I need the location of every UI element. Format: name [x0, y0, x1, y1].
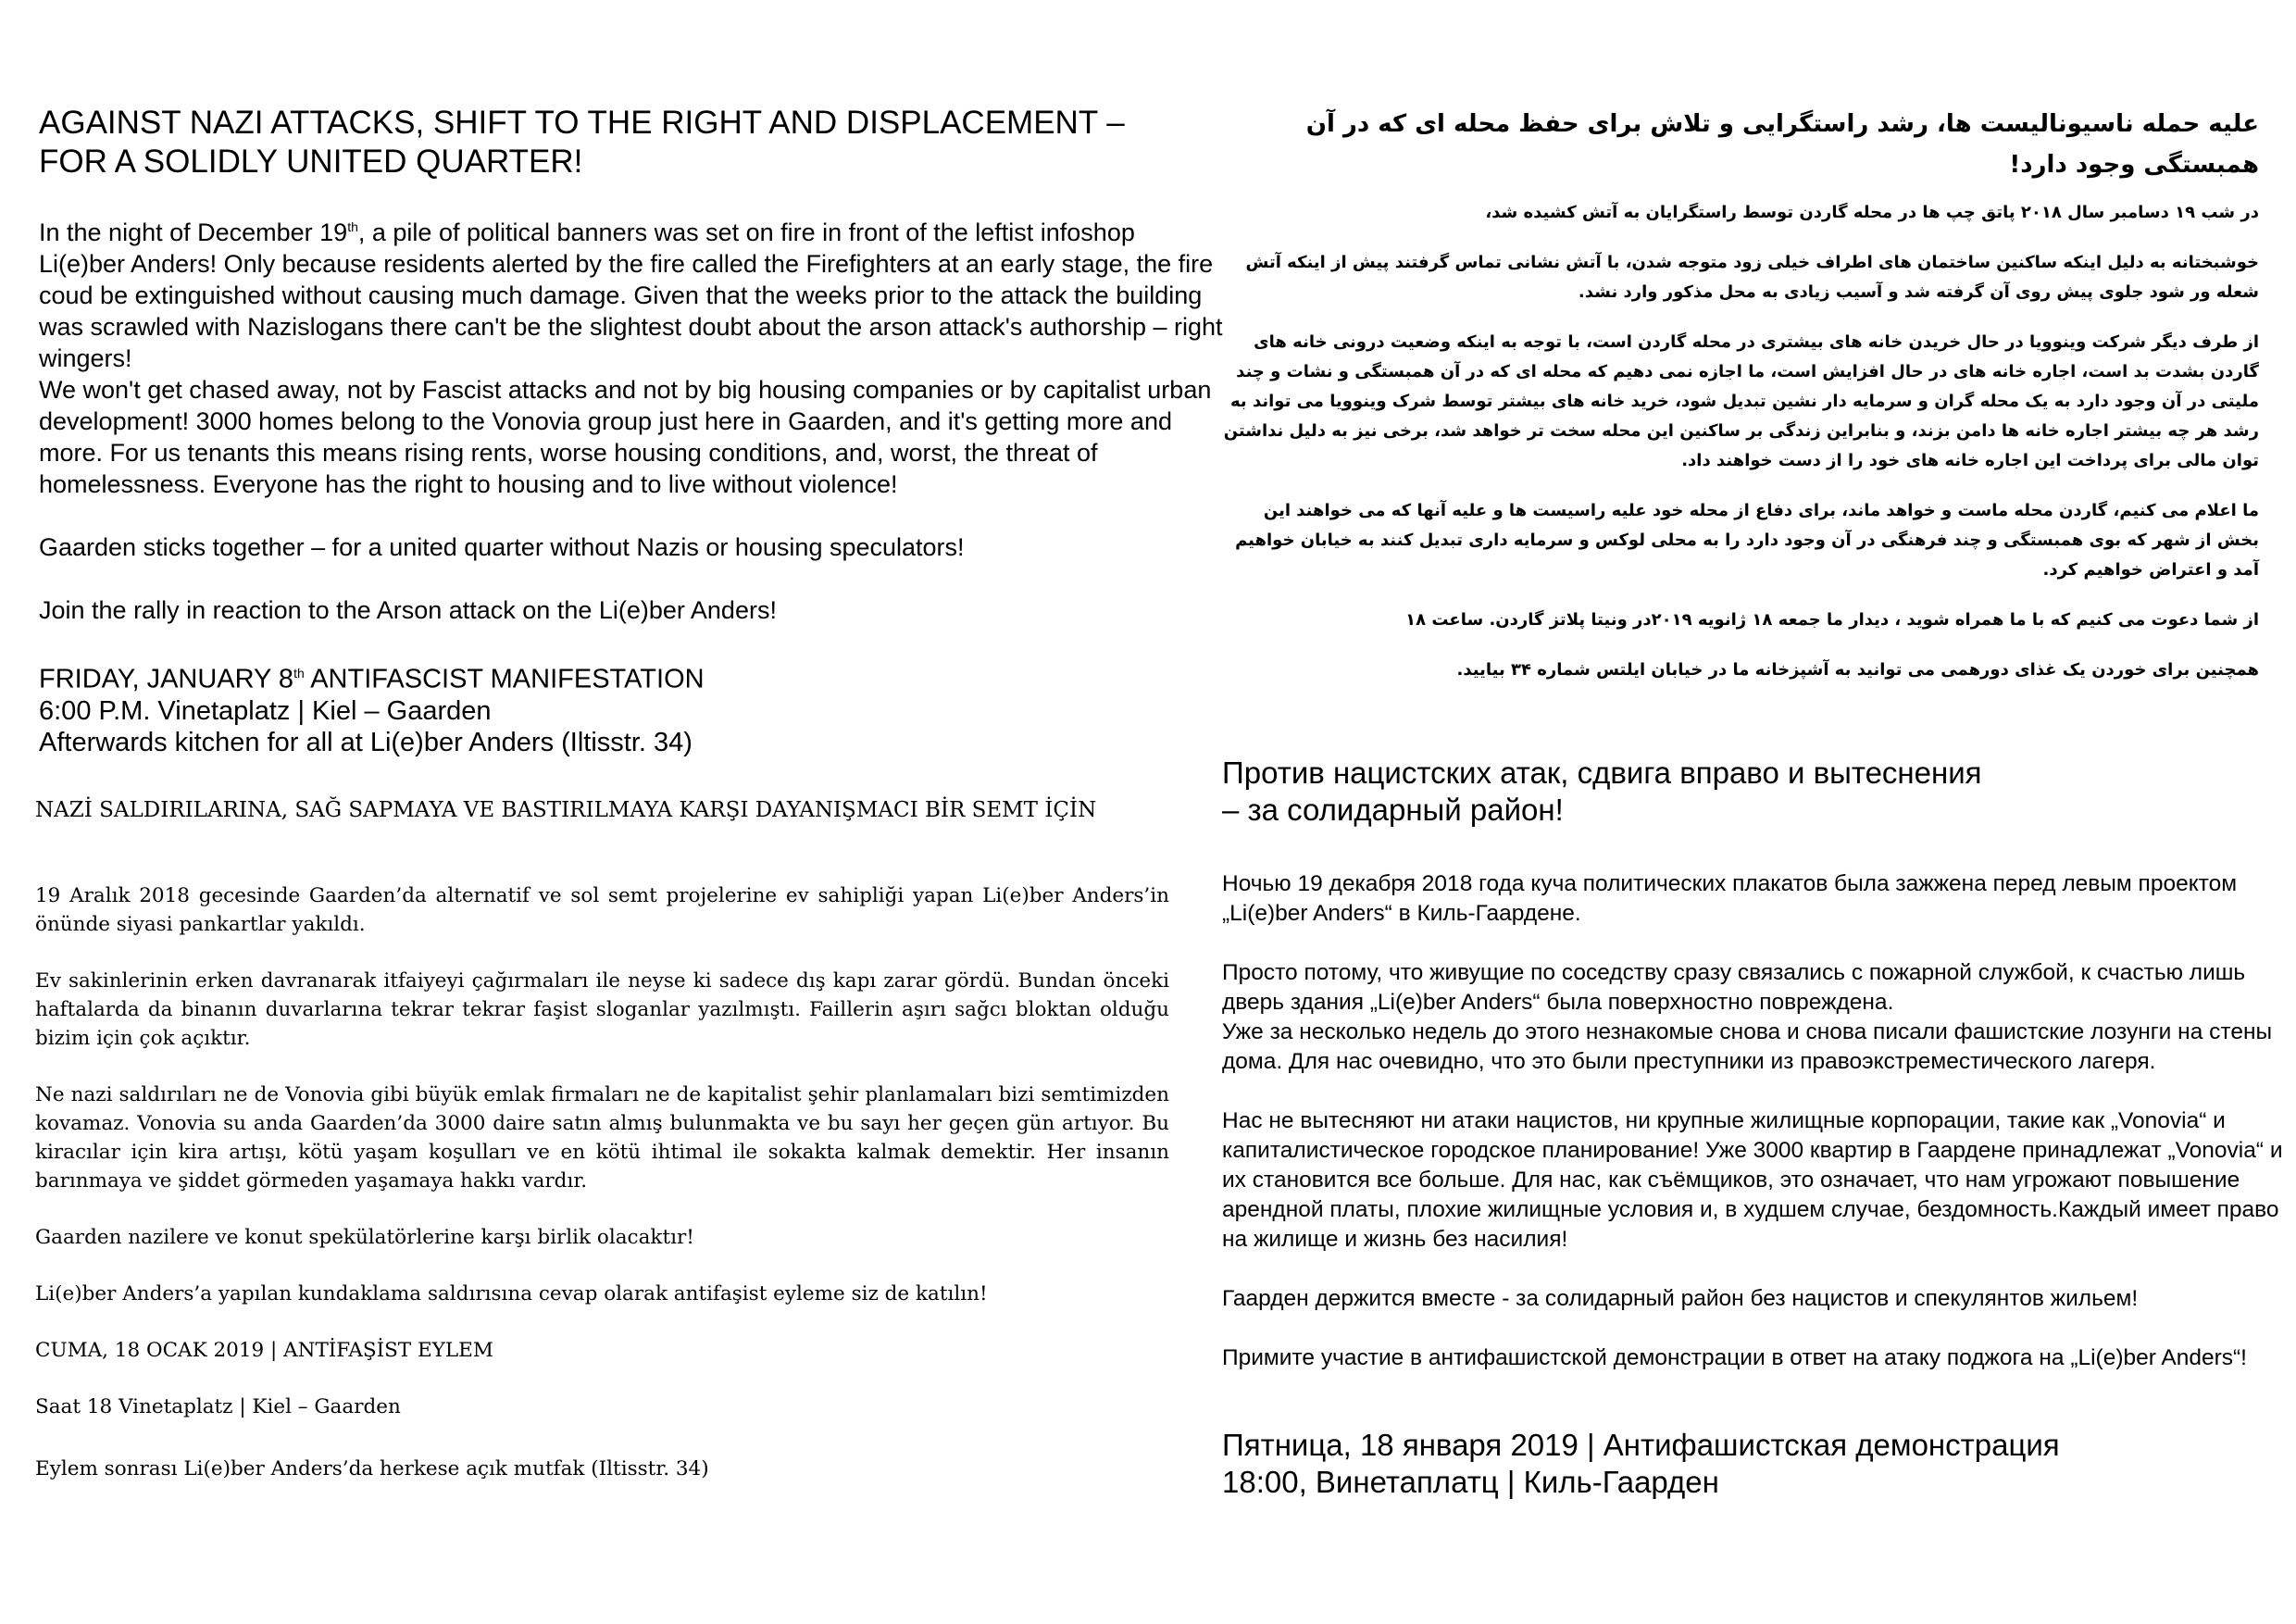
english-section	[39, 104, 1224, 758]
persian-paragraph-2: خوشبختانه به دلیل اینکه ساکنین ساختمان های اطراف خیلی زود متوجه شدن، با آتش نشانی تماس گرفتند پیش از اینکه آتش شعله ور شود جلوی پیش روی آن گرفته شد و آسیب زیادی به محل مذکور وارد نشد.	[1245, 253, 2259, 302]
turkish-title: NAZİ SALDIRILARINA, SAĞ SAPMAYA VE BASTIRILMAYA KARŞI DAYANIŞMACI BİR SEMT İÇİN	[35, 798, 1097, 822]
persian-paragraph-6: همچنین برای خوردن یک غذای دورهمی می توانید به آشپزخانه ما در خیابان ایلتس شماره ۳۴ بیایید.	[1456, 660, 2259, 680]
russian-title-line-2: – за солидарный район!	[1222, 793, 1564, 827]
persian-section	[1222, 104, 2259, 706]
english-event-line-3: Afterwards kitchen for all at Li(e)ber Anders (Iltisstr. 34)	[39, 727, 693, 757]
russian-paragraph-2: Просто потому, что живущие по соседству сразу связались с пожарной службой, к счастью лишь дверь здания „Li(e)ber Anders“ была поверхностно повреждена.	[1222, 960, 2246, 1015]
russian-paragraph-4: Нас не вытесняют ни атаки нацистов, ни крупные жилищные корпорации, такие как „Vonovia“ и капиталистическое городское планирование! Уже 3000 квартир в Гаардене принадлежат „Vonovia“ и их становится все больше. Для нас, как съёмщиков, это означает, что нам угрожают повышение арендной платы, плохие жилищные условия и, в худшем случае, бездомность.Каждый имеет право на жилище и жизнь без насилия!	[1222, 1108, 2283, 1252]
english-title	[39, 104, 1224, 181]
russian-event	[1222, 1427, 2287, 1501]
russian-event-line-1: Пятница, 18 января 2019 | Антифашистская демонстрация	[1222, 1428, 2060, 1462]
persian-paragraph-5: از شما دعوت می کنیم که با ما همراه شوید ، دیدار ما جمعه ۱۸ ژانویه ۲۰۱۹در ونیتا پلاتز گاردن. ساعت ۱۸	[1405, 610, 2259, 630]
russian-paragraph-1: Ночью 19 декабря 2018 года куча политических плакатов была зажжена перед левым проектом „Li(e)ber Anders“ в Киль-Гаардене.	[1222, 871, 2238, 926]
russian-event-line-2: 18:00, Винетаплатц | Киль-Гаарден	[1222, 1465, 1719, 1499]
russian-paragraph-6: Примите участие в антифашистской демонстрации в ответ на атаку поджога на „Li(e)ber Anders“!	[1222, 1345, 2247, 1370]
turkish-paragraph-3: Ne nazi saldırıları ne de Vonovia gibi büyük emlak firmaları ne de kapitalist şehir planlamaları bizi semtimizden kovamaz. Vonovia su anda Gaarden’da 3000 daire satın almış bulunmakta ve bu sayı her geçen gün artıyor. Bu kiracılar için kira artışı, kötü yaşam koşulları ve en kötü ihtimal ile sokakta kalmak demektir. Her insanın barınmaya ve şiddet görmeden yaşamaya hakkı vardır.	[35, 1083, 1169, 1193]
turkish-event-kitchen: Eylem sonrası Li(e)ber Anders’da herkese açık mutfak (Iltisstr. 34)	[35, 1457, 709, 1480]
english-title-line-2: FOR A SOLIDLY UNITED QUARTER!	[39, 144, 583, 180]
english-paragraph-3: Gaarden sticks together – for a united quarter without Nazis or housing speculators!	[39, 533, 965, 561]
turkish-paragraph-5: Li(e)ber Anders’a yapılan kundaklama saldırısına cevap olarak antifaşist eyleme siz de katılın!	[35, 1282, 988, 1305]
english-event-line-1: FRIDAY, JANUARY 8th ANTIFASCIST MANIFESTATION	[39, 664, 705, 694]
russian-title	[1222, 755, 2287, 829]
turkish-paragraph-1: 19 Aralık 2018 gecesinde Gaarden’da alternatif ve sol semt projelerine ev sahipliği yapan Li(e)ber Anders’in önünde siyasi pankartlar yakıldı.	[35, 884, 1169, 936]
persian-paragraph-3: از طرف دیگر شرکت وینوویا در حال خریدن خانه های بیشتری در محله گاردن است، با توجه به اینکه وضعیت درونی خانه های گاردن بشدت بد است، اجاره خانه های در حال افزایش است، ما اجازه نمی دهیم که محله ای که در آن همبستگی و نشات و چند ملیتی در آن وجود دارد به یک محله گران و سرمایه دار نشین تبدیل شود، خرید خانه های بیشتر توسط شرک وینوویا می تواند به رشد هر چه بیشتر اجاره خانه ها دامن بزند، و بنابراین زندگی بر ساکنین این محله سخت تر خواهد شد، برخی نیز به دلیل نداشتن توان مالی برای پرداخت این اجاره خانه های خود را از دست خواهند داد.	[1223, 332, 2259, 470]
turkish-paragraph-4: Gaarden nazilere ve konut spekülatörlerine karşı birlik olacaktır!	[35, 1226, 694, 1249]
english-event-line-2: 6:00 P.M. Vinetaplatz | Kiel – Gaarden	[39, 695, 492, 726]
russian-title-line-1: Против нацистских атак, сдвига вправо и вытеснения	[1222, 756, 1982, 790]
russian-paragraph-5: Гаарден держится вместе - за солидарный район без нацистов и спекулянтов жильем!	[1222, 1286, 2139, 1311]
english-paragraph-2: We won't get chased away, not by Fascist attacks and not by big housing companies or by capitalist urban development! 3000 homes belong to the Vonovia group just here in Gaarden, and it's getting more and more. For us tenants this means rising rents, worse housing conditions, and, worst, the threat of homelessness. Everyone has the right to housing and to live without violence!	[39, 376, 1212, 498]
english-paragraph-1: In the night of December 19th, a pile of political banners was set on fire in front of the leftist infoshop Li(e)ber Anders! Only because residents alerted by the fire called the Firefighters at an early stage, the fire coud be extinguished without causing much damage. Given that the weeks prior to the attack the building was scrawled with Nazislogans there can't be the slightest doubt about the arson attack's authorship – right wingers!	[39, 219, 1223, 372]
turkish-section	[35, 796, 1169, 1511]
turkish-paragraph-2: Ev sakinlerinin erken davranarak itfaiyeyi çağırmaları ile neyse ki sadece dış kapı zarar gördü. Bundan önceki haftalarda da binanın duvarlarına tekrar tekrar faşist sloganlar yazılmıştı. Faillerin aşırı sağcı bloktan olduğu bizim için çok açıktır.	[35, 969, 1169, 1050]
turkish-event-place: Saat 18 Vinetaplatz | Kiel – Gaarden	[35, 1395, 401, 1418]
russian-paragraph-3: Уже за несколько недель до этого незнакомые снова и снова писали фашистские лозунги на стены дома. Для нас очевидно, что это были преступники из правоэкстремеcтического лагеря.	[1222, 1019, 2273, 1074]
english-title-line-1: AGAINST NAZI ATTACKS, SHIFT TO THE RIGHT AND DISPLACEMENT –	[39, 105, 1125, 141]
english-paragraph-4: Join the rally in reaction to the Arson attack on the Li(e)ber Anders!	[39, 596, 777, 624]
persian-paragraph-4: ما اعلام می کنیم، گاردن محله ماست و خواهد ماند، برای دفاع از محله خود علیه راسیست ها و علیه آنها که می خواهند این بخش از شهر که بوی همبستگی و چند فرهنگی در آن وجود دارد را به محلی لوکس و سرمایه داری تبدیل کنند به خیابان خواهیم آمد و اعتراض خواهیم کرد.	[1235, 501, 2259, 580]
persian-paragraph-1: در شب ۱۹ دسامبر سال ۲۰۱۸ پاتق چپ ها در محله گاردن توسط راستگرایان به آتش کشیده شد،	[1485, 203, 2259, 222]
turkish-event-date: CUMA, 18 OCAK 2019 | ANTİFAŞİST EYLEM	[35, 1339, 493, 1362]
persian-title: علیه حمله ناسیونالیست ها، رشد راستگرایی و تلاش برای حفظ محله ای که در آن همبستگی وجود دارد!	[1305, 110, 2259, 179]
russian-section	[1222, 755, 2287, 1501]
